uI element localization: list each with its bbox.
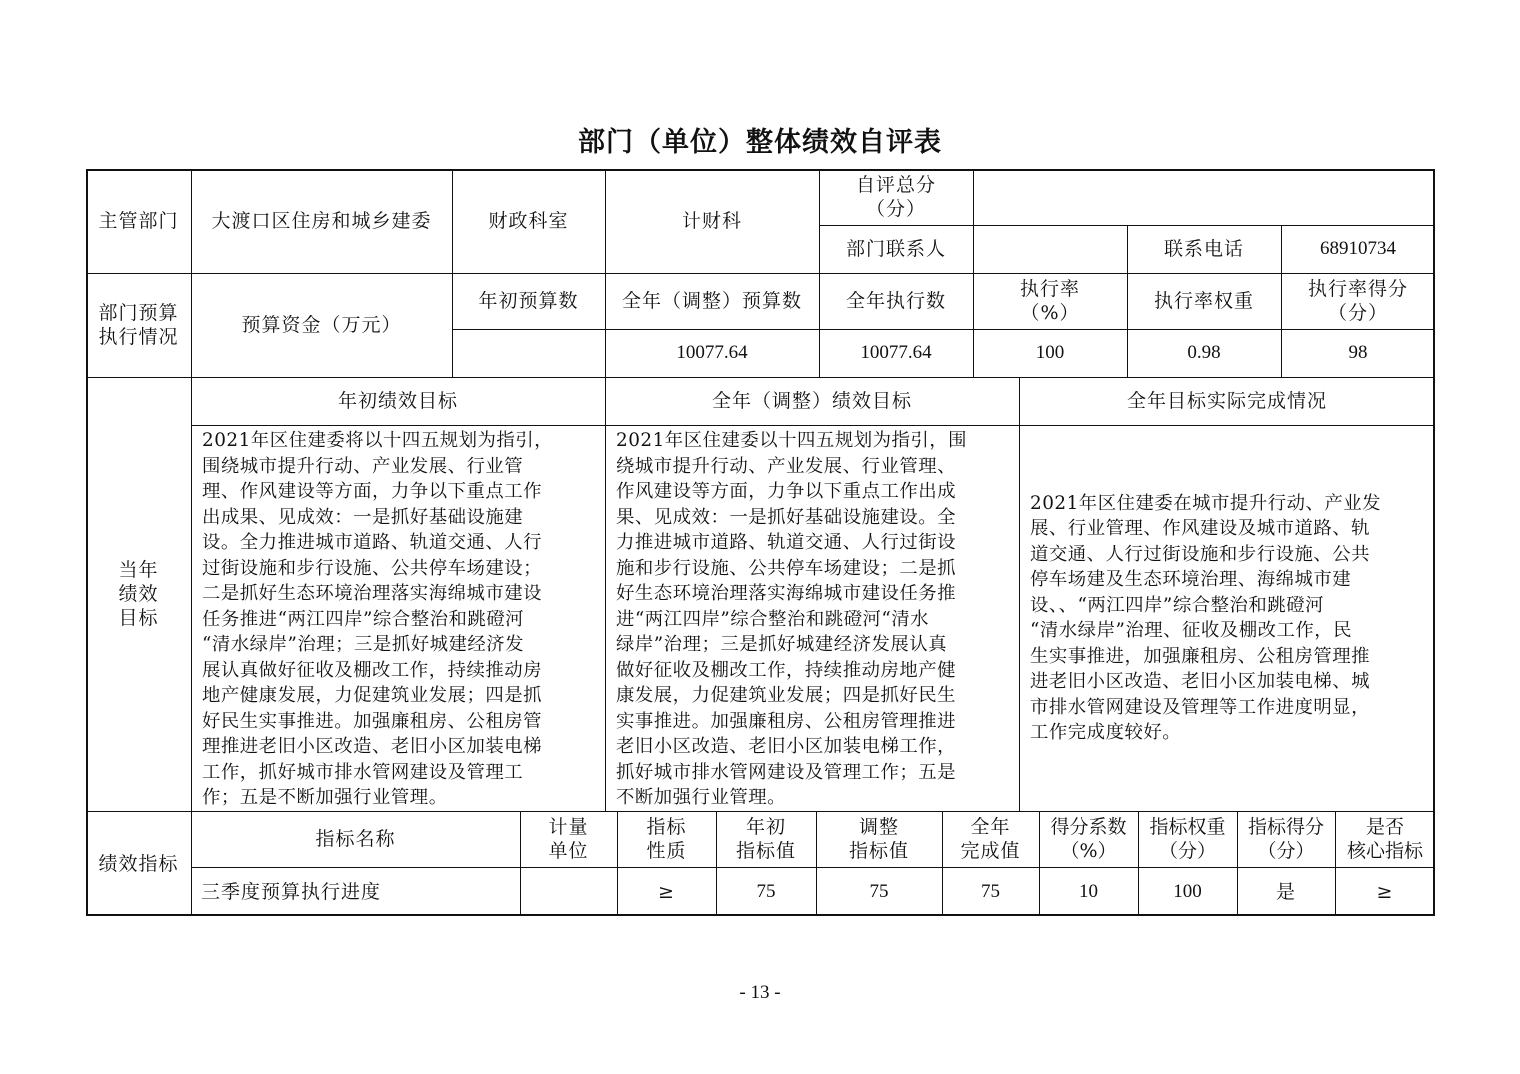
dept-label: 主管部门	[98, 210, 179, 232]
val-rate: 100	[1035, 342, 1065, 363]
row-coefficient: 10	[1079, 880, 1098, 902]
phone-value: 68910734	[1320, 238, 1396, 259]
col-adjusted-value: 调整 指标值	[848, 816, 909, 862]
val-score: 98	[1348, 342, 1368, 363]
col-adjusted-goal: 全年（调整）绩效目标	[711, 390, 912, 412]
row-core: ≥	[1376, 880, 1394, 903]
col-core: 是否 核心指标	[1346, 816, 1423, 862]
col-nature: 指标 性质	[646, 816, 687, 862]
col-actual-value: 全年 完成值	[960, 816, 1021, 862]
col-weight: 执行率权重	[1153, 290, 1254, 312]
col-rate: 执行率 （%）	[1019, 278, 1080, 324]
dept-value: 大渡口区住房和城乡建委	[211, 210, 432, 232]
budget-section-label: 部门预算 执行情况	[98, 302, 179, 348]
row-unit	[520, 867, 617, 916]
indicators-section-label: 绩效指标	[98, 852, 179, 875]
contact-value	[973, 225, 1127, 273]
row-indicator-name: 三季度预算执行进度	[201, 880, 382, 903]
col-score: 执行率得分 （分）	[1307, 278, 1408, 324]
score-value	[973, 169, 1435, 225]
actual-goal-text: 2021年区住建委在城市提升行动、产业发 展、行业管理、作风建设及城市道路、轨 道交通、人行过街设施和步行设施、公共 停车场建及生态环境治理、海绵城市建 设、、“两江四岸”综合整治和跳磴河 “清水绿岸”治理、征收及棚改工作，民 生实事推进，加强廉租房、公租房管理推 进老旧小区改造、老旧小区加装电梯、城 市排水管网建设及管理等工作进度明显， 工作完成度较好。	[1030, 492, 1382, 743]
office-value: 财政科室	[488, 210, 569, 232]
col-initial-goal: 年初绩效目标	[337, 390, 458, 412]
contact-label: 部门联系人	[845, 238, 946, 260]
col-unit: 计量 单位	[548, 816, 589, 862]
row-adjusted-value: 75	[869, 880, 889, 902]
row-initial-value: 75	[756, 880, 776, 902]
col-actual-goal: 全年目标实际完成情况	[1126, 390, 1327, 412]
page-number: - 13 -	[739, 982, 781, 1003]
adjusted-goal-text: 2021年区住建委以十四五规划为指引，围 绕城市提升行动、产业发展、行业管理、 作风建设等方面，力争以下重点工作出成 果、见成效：一是抓好基础设施建设。全 力推进城市道路、轨道交通、人行过街设 施和步行设施、公共停车场建设；二是抓 好生态环境治理落实海绵城市建设任务推 进“两江四岸”综合整治和跳磴河“清水 绿岸”治理；三是抓好城建经济发展认真 做好征收及棚改工作，持续推动房地产健 康发展，力促建筑业发展；四是抓好民生 实事推进。加强廉租房、公租房管理推进 老旧小区改造、老旧小区加装电梯工作， 抓好城市排水管网建设及管理工作；五是 不断加强行业管理。	[616, 430, 968, 808]
col-initial-value: 年初 指标值	[735, 816, 796, 862]
col-indicator-name: 指标名称	[315, 828, 396, 850]
val-initial-budget	[452, 329, 605, 377]
col-indicator-score: 指标得分 （分）	[1247, 816, 1324, 862]
initial-goal-text: 2021年区住建委将以十四五规划为指引， 围绕城市提升行动、产业发展、行业管 理、作风建设等方面，力争以下重点工作 出成果、见成效：一是抓好基础设施建 设。全力推进城市道路、轨道交通、人行 过街设施和步行设施、公共停车场建设； 二是抓好生态环境治理落实海绵城市建设 任务推进“两江四岸”综合整治和跳磴河 “清水绿岸”治理；三是抓好城建经济发 展认真做好征收及棚改工作，持续推动房 地产健康发展，力促建筑业发展；四是抓 好民生实事推进。加强廉租房、公租房管 理推进老旧小区改造、老旧小区加装电梯 工作，抓好城市排水管网建设及管理工 作；五是不断加强行业管理。	[202, 430, 554, 808]
goals-section-label: 当年 绩效 目标	[118, 559, 159, 629]
col-initial-budget: 年初预算数	[478, 290, 579, 312]
phone-label: 联系电话	[1163, 238, 1244, 260]
row-indicator-score: 是	[1275, 880, 1296, 903]
col-adjusted-budget: 全年（调整）预算数	[621, 290, 802, 312]
row-actual-value: 75	[981, 880, 1000, 902]
office2-value: 计财科	[681, 210, 742, 232]
score-label: 自评总分 （分）	[855, 174, 936, 220]
page-title: 部门（单位）整体绩效自评表	[578, 127, 942, 158]
col-executed: 全年执行数	[845, 290, 946, 312]
val-weight: 0.98	[1187, 342, 1221, 363]
col-coefficient: 得分系数 （%）	[1050, 816, 1127, 862]
fund-label: 预算资金（万元）	[241, 314, 402, 336]
row-indicator-weight: 100	[1173, 880, 1202, 902]
row-nature: ≥	[658, 880, 675, 903]
actual-goal-cell	[1019, 425, 1435, 811]
grid-line	[605, 377, 606, 811]
val-adjusted-budget: 10077.64	[676, 342, 748, 363]
val-executed: 10077.64	[860, 342, 932, 363]
col-indicator-weight: 指标权重 （分）	[1149, 816, 1226, 862]
